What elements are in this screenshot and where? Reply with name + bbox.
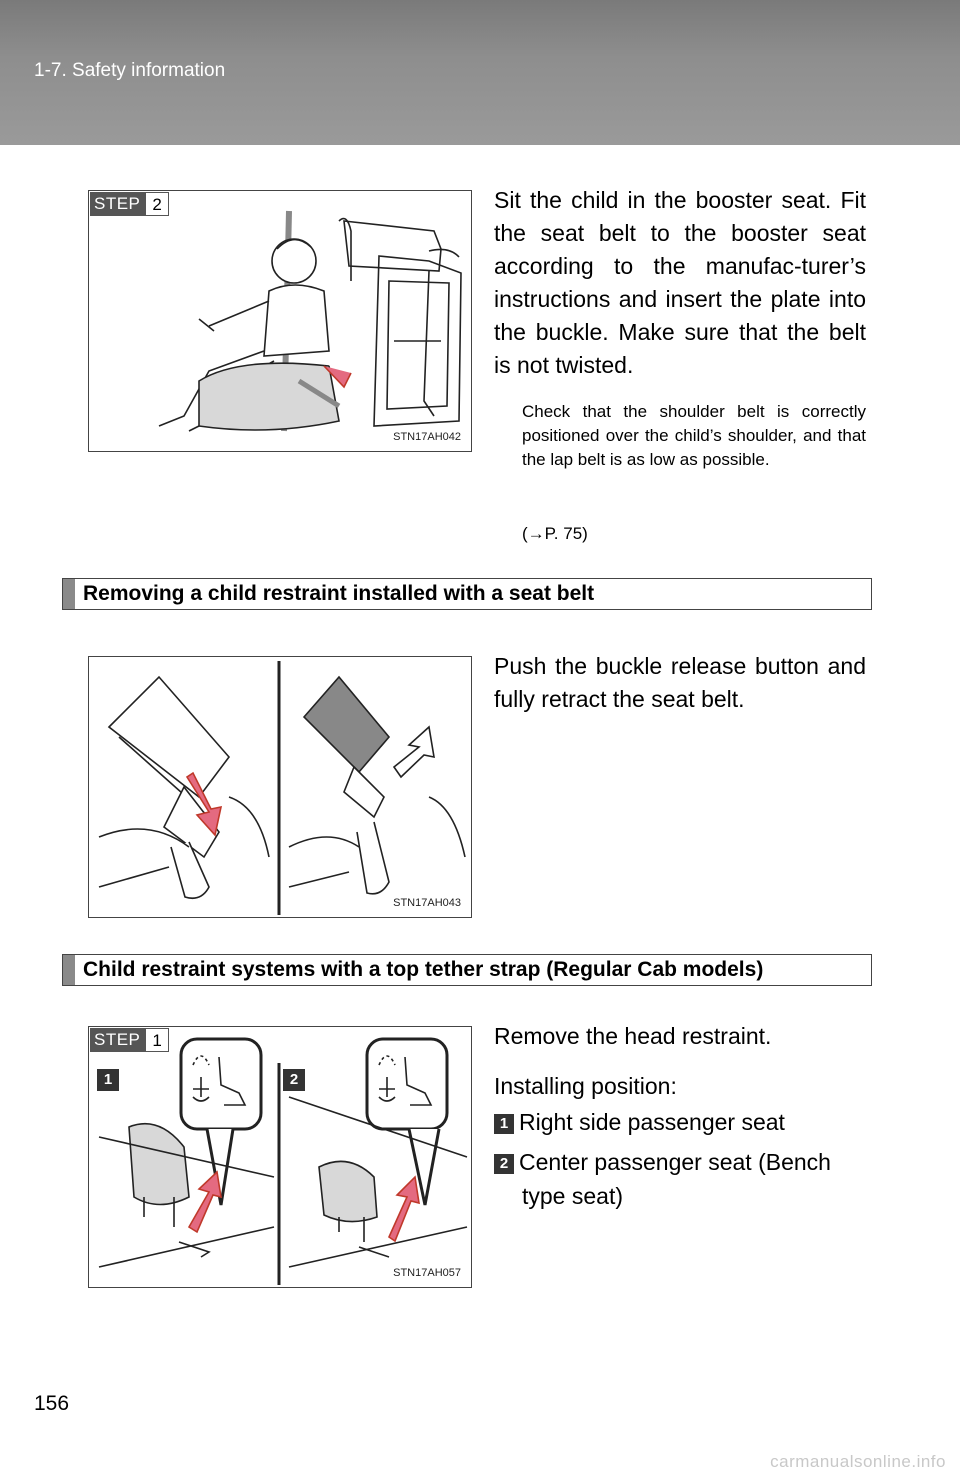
figure-code: STN17AH042 xyxy=(393,431,461,443)
step-badge xyxy=(90,1028,169,1052)
head-restraint-illustration xyxy=(89,1027,472,1288)
page-number: 156 xyxy=(34,1392,70,1415)
step-word: STEP xyxy=(90,192,146,216)
section-removing-child-restraint xyxy=(62,578,872,610)
page-header xyxy=(0,0,960,145)
position-item-2 xyxy=(494,1146,831,1179)
buckle-release-paragraph: Push the buckle release button and fully retract the seat belt. xyxy=(494,653,866,712)
figure-label-2: 2 xyxy=(283,1069,305,1091)
step-word: STEP xyxy=(90,1028,146,1052)
figure-buckle-release xyxy=(88,656,472,918)
step-number: 2 xyxy=(146,192,168,216)
figure-head-restraint xyxy=(88,1026,472,1288)
installing-position-label: Installing position: xyxy=(494,1073,677,1099)
position-text: Center passenger seat (Bench xyxy=(519,1149,831,1175)
position-text: type seat) xyxy=(522,1183,623,1209)
section-heading: Removing a child restraint installed with a seat belt xyxy=(83,582,595,605)
remove-head-restraint-paragraph: Remove the head restraint. xyxy=(494,1023,772,1049)
figure-booster-seat xyxy=(88,190,472,452)
section-heading: Child restraint systems with a top tether strap (Regular Cab models) xyxy=(83,958,764,981)
shoulder-belt-note: Check that the shoulder belt is correctly positioned over the child’s shoulder, and that the lap belt is as low as possible. xyxy=(522,402,866,469)
step-badge xyxy=(90,192,169,216)
watermark: carmanualsonline.info xyxy=(770,1452,946,1471)
booster-seat-illustration xyxy=(89,191,472,452)
figure-label-1: 1 xyxy=(97,1069,119,1091)
position-number: 2 xyxy=(494,1154,514,1174)
position-item-1 xyxy=(494,1106,785,1139)
buckle-release-illustration xyxy=(89,657,472,918)
position-item-2-continued xyxy=(522,1180,623,1213)
step2-paragraph: Sit the child in the booster seat. Fit the seat belt to the booster seat according to the manufac-turer’s instructions and insert the plate into the buckle. Make sure that the belt is not twisted. xyxy=(494,187,866,378)
step-number: 1 xyxy=(146,1028,168,1052)
figure-code: STN17AH043 xyxy=(393,897,461,909)
page-reference: (→P. 75) xyxy=(522,524,588,543)
position-text: Right side passenger seat xyxy=(519,1109,785,1135)
figure-code: STN17AH057 xyxy=(393,1267,461,1279)
section-top-tether-strap xyxy=(62,954,872,986)
position-number: 1 xyxy=(494,1114,514,1134)
section-title: 1-7. Safety information xyxy=(34,60,226,81)
